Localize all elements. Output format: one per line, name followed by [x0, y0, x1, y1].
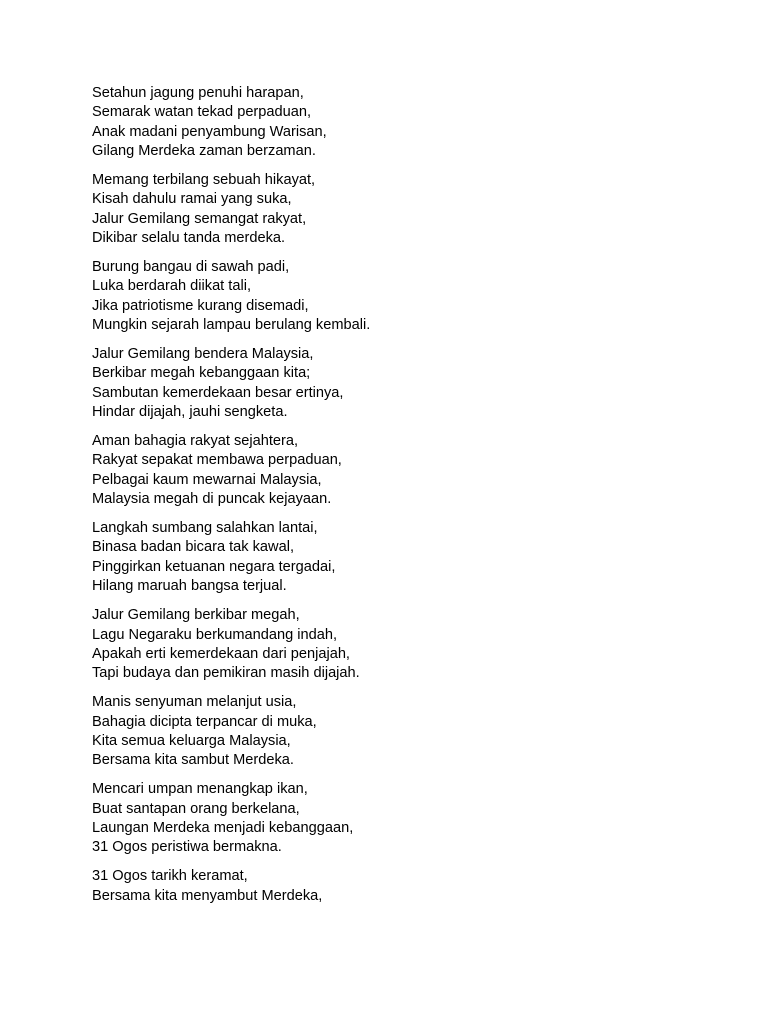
poem-stanza [92, 867, 712, 906]
poem-line: Apakah erti kemerdekaan dari penjajah, [92, 645, 350, 662]
poem-line: Bersama kita sambut Merdeka. [92, 752, 294, 769]
poem-line: Tapi budaya dan pemikiran masih dijajah. [92, 665, 360, 682]
poem-line: Pinggirkan ketuanan negara tergadai, [92, 558, 336, 575]
poem-line: Luka berdarah diikat tali, [92, 278, 252, 295]
poem-line: Jalur Gemilang berkibar megah, [92, 607, 300, 624]
poem-line: Memang terbilang sebuah hikayat, [92, 172, 316, 189]
poem-line: Rakyat sepakat membawa perpaduan, [92, 452, 342, 469]
poem-stanza [92, 693, 712, 771]
poem-line: Sambutan kemerdekaan besar ertinya, [92, 384, 344, 401]
poem-line: Aman bahagia rakyat sejahtera, [92, 433, 299, 450]
poem-line: 31 Ogos peristiwa bermakna. [92, 839, 282, 856]
poem-line: Hilang maruah bangsa terjual. [92, 578, 287, 595]
poem-stanza [92, 519, 712, 597]
poem-line: 31 Ogos tarikh keramat, [92, 868, 248, 885]
poem-line: Mungkin sejarah lampau berulang kembali. [92, 317, 371, 334]
poem-stanza [92, 606, 712, 684]
poem-stanza [92, 780, 712, 858]
poem-stanza [92, 432, 712, 510]
poem-line: Mencari umpan menangkap ikan, [92, 781, 308, 798]
poem-line: Semarak watan tekad perpaduan, [92, 104, 312, 121]
poem-line: Gilang Merdeka zaman berzaman. [92, 143, 316, 160]
poem-body [92, 84, 712, 915]
poem-line: Setahun jagung penuhi harapan, [92, 85, 304, 101]
poem-line: Kisah dahulu ramai yang suka, [92, 191, 292, 208]
poem-line: Laungan Merdeka menjadi kebanggaan, [92, 819, 354, 836]
poem-line: Bersama kita menyambut Merdeka, [92, 887, 323, 904]
poem-line: Jalur Gemilang semangat rakyat, [92, 210, 307, 227]
poem-line: Buat santapan orang berkelana, [92, 800, 300, 817]
poem-line: Anak madani penyambung Warisan, [92, 123, 327, 140]
poem-line: Jika patriotisme kurang disemadi, [92, 297, 309, 314]
poem-line: Malaysia megah di puncak kejayaan. [92, 491, 332, 508]
poem-line: Bahagia dicipta terpancar di muka, [92, 713, 317, 730]
poem-line: Berkibar megah kebanggaan kita; [92, 365, 311, 382]
poem-line: Lagu Negaraku berkumandang indah, [92, 626, 338, 643]
poem-line: Langkah sumbang salahkan lantai, [92, 520, 318, 537]
poem-line: Kita semua keluarga Malaysia, [92, 732, 291, 749]
poem-line: Burung bangau di sawah padi, [92, 259, 290, 276]
poem-stanza [92, 258, 712, 336]
poem-line: Jalur Gemilang bendera Malaysia, [92, 346, 314, 363]
poem-line: Manis senyuman melanjut usia, [92, 694, 297, 711]
poem-stanza [92, 171, 712, 249]
poem-line: Pelbagai kaum mewarnai Malaysia, [92, 471, 322, 488]
poem-stanza [92, 84, 712, 162]
poem-line: Hindar dijajah, jauhi sengketa. [92, 404, 288, 421]
poem-stanza [92, 345, 712, 423]
poem-line: Dikibar selalu tanda merdeka. [92, 230, 286, 247]
poem-line: Binasa badan bicara tak kawal, [92, 539, 295, 556]
